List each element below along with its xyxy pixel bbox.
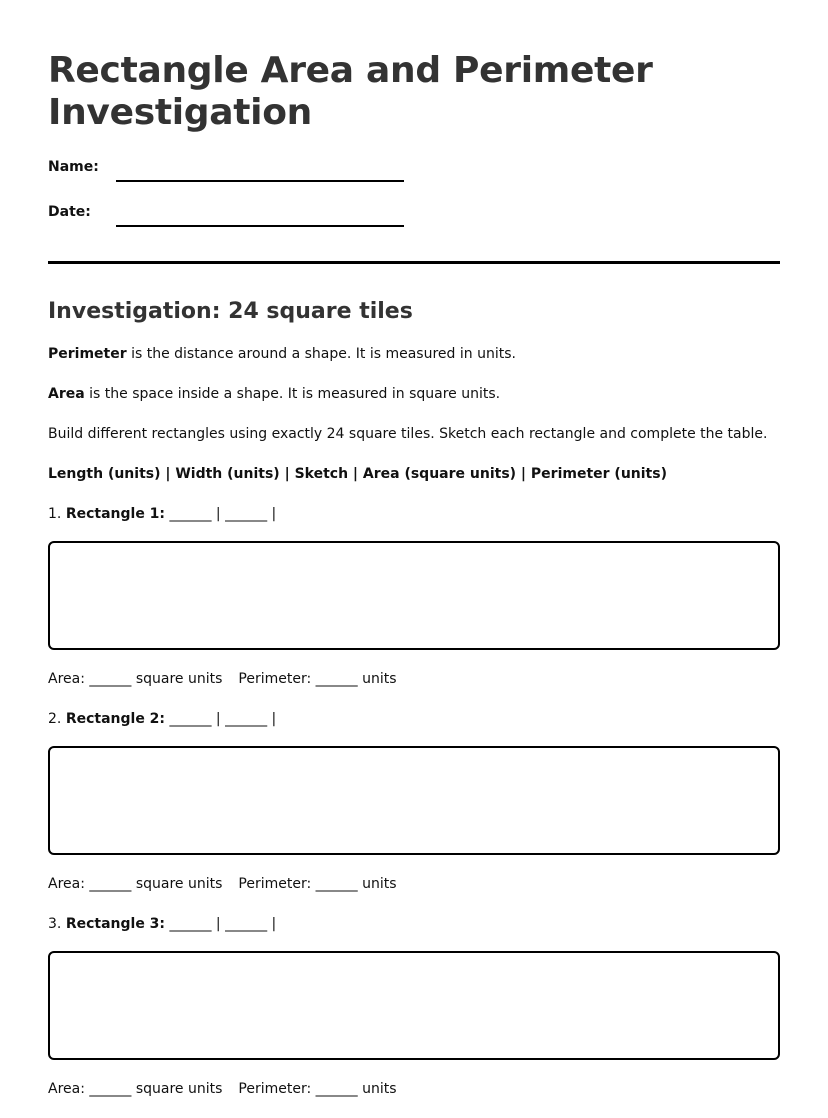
rectangle-3 [48,915,780,1098]
perimeter-blank[interactable]: Perimeter: ______ units [238,1081,397,1097]
table-header-text: Length (units) | Width (units) | Sketch | Area (square units) | Perimeter (units) [48,466,667,482]
area-term: Area [48,386,85,402]
area-text: is the space inside a shape. It is measured in square units. [84,386,501,402]
rectangle-label [48,710,780,728]
table-header [48,465,780,483]
rectangle-title: Rectangle 3: [65,916,166,932]
sketch-box[interactable] [48,746,780,855]
area-blank[interactable]: Area: ______ square units [48,876,223,892]
rectangle-number: 3. [48,916,62,932]
rectangle-number: 2. [48,711,62,727]
perimeter-blank[interactable]: Perimeter: ______ units [238,671,397,687]
rectangle-2 [48,710,780,893]
perimeter-term: Perimeter [48,346,127,362]
area-blank[interactable]: Area: ______ square units [48,1081,223,1097]
sketch-box[interactable] [48,951,780,1060]
name-field[interactable] [116,158,404,182]
area-perimeter-line [48,670,780,688]
name-label: Name: [48,159,99,175]
perimeter-blank[interactable]: Perimeter: ______ units [238,876,397,892]
perimeter-definition [48,345,780,363]
section-divider [48,261,780,264]
sketch-box[interactable] [48,541,780,650]
rectangle-blanks[interactable]: ______ | ______ | [165,916,277,932]
name-field-row [48,158,780,182]
rectangle-title: Rectangle 2: [65,711,166,727]
area-definition [48,385,780,403]
rectangle-label [48,915,780,933]
rectangle-label [48,505,780,523]
instructions: Build different rectangles using exactly 24 square tiles. Sketch each rectangle and complete the table. [48,426,768,442]
rectangle-title: Rectangle 1: [65,506,166,522]
rectangle-number: 1. [48,506,62,522]
investigation-heading: Investigation: 24 square tiles [48,299,413,324]
rectangle-1 [48,505,780,688]
date-field-row [48,203,780,227]
area-blank[interactable]: Area: ______ square units [48,671,223,687]
date-field[interactable] [116,203,404,227]
area-perimeter-line [48,1080,780,1098]
rectangle-blanks[interactable]: ______ | ______ | [165,711,277,727]
page-title: Rectangle Area and Perimeter Investigation [48,50,653,133]
area-perimeter-line [48,875,780,893]
date-label: Date: [48,204,91,220]
rectangle-blanks[interactable]: ______ | ______ | [165,506,277,522]
perimeter-text: is the distance around a shape. It is measured in units. [126,346,516,362]
